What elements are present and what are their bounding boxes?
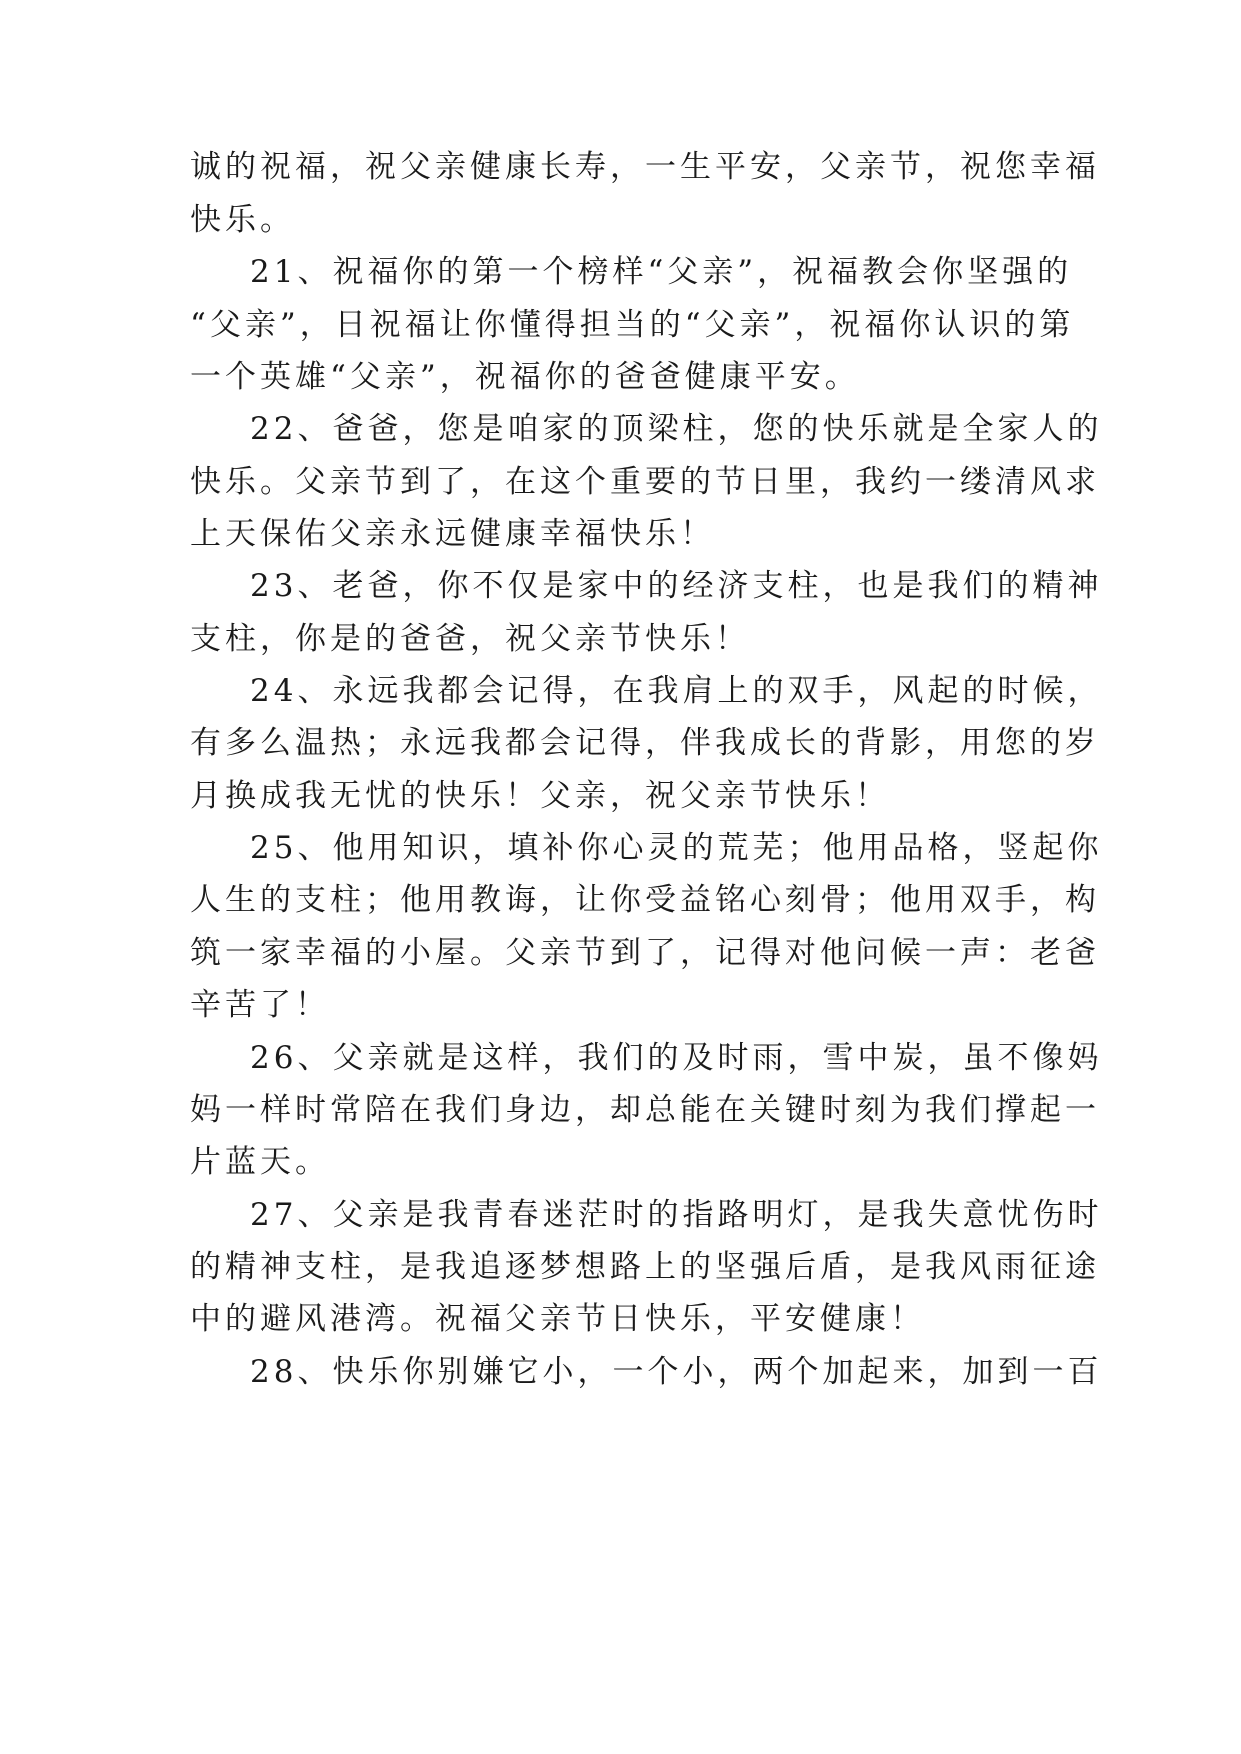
text-line: 辛苦了！	[190, 987, 330, 1023]
text-line: 筑一家幸福的小屋。父亲节到了，记得对他问候一声：老爸	[190, 935, 1100, 971]
text-line: 人生的支柱；他用教诲，让你受益铭心刻骨；他用双手，构	[190, 882, 1100, 918]
text-line: 诚的祝福，祝父亲健康长寿，一生平安，父亲节，祝您幸福	[190, 149, 1100, 185]
paragraph-24-line: 24、永远我都会记得，在我肩上的双手，风起的时候，	[250, 673, 1103, 709]
text-line: 有多么温热；永远我都会记得，伴我成长的背影，用您的岁	[190, 725, 1100, 761]
paragraph-23-line: 23、老爸，你不仅是家中的经济支柱，也是我们的精神	[250, 568, 1103, 604]
paragraph-28-line: 28、快乐你别嫌它小，一个小，两个加起来，加到一百	[250, 1354, 1103, 1390]
paragraph-27-line: 27、父亲是我青春迷茫时的指路明灯，是我失意忧伤时	[250, 1197, 1103, 1233]
text-line: 一个英雄“父亲”，祝福你的爸爸健康平安。	[190, 359, 860, 395]
paragraph-22-line: 22、爸爸，您是咱家的顶梁柱，您的快乐就是全家人的	[250, 411, 1103, 447]
text-line: 支柱，你是的爸爸，祝父亲节快乐！	[190, 621, 750, 657]
text-line: 的精神支柱，是我追逐梦想路上的坚强后盾，是我风雨征途	[190, 1249, 1100, 1285]
text-line: 片蓝天。	[190, 1144, 330, 1180]
text-line: 月换成我无忧的快乐！父亲，祝父亲节快乐！	[190, 778, 890, 814]
text-line: “父亲”，日祝福让你懂得担当的“父亲”，祝福你认识的第	[190, 307, 1075, 343]
paragraph-25-line: 25、他用知识，填补你心灵的荒芜；他用品格，竖起你	[250, 830, 1103, 866]
text-line: 快乐。父亲节到了，在这个重要的节日里，我约一缕清风求	[190, 464, 1100, 500]
text-line: 妈一样时常陪在我们身边，却总能在关键时刻为我们撑起一	[190, 1092, 1100, 1128]
paragraph-26-line: 26、父亲就是这样，我们的及时雨，雪中炭，虽不像妈	[250, 1040, 1103, 1076]
paragraph-21-line: 21、祝福你的第一个榜样“父亲”，祝福教会你坚强的	[250, 254, 1073, 290]
text-line: 中的避风港湾。祝福父亲节日快乐，平安健康！	[190, 1301, 925, 1337]
text-line: 上天保佑父亲永远健康幸福快乐！	[190, 516, 715, 552]
text-line: 快乐。	[190, 202, 295, 238]
